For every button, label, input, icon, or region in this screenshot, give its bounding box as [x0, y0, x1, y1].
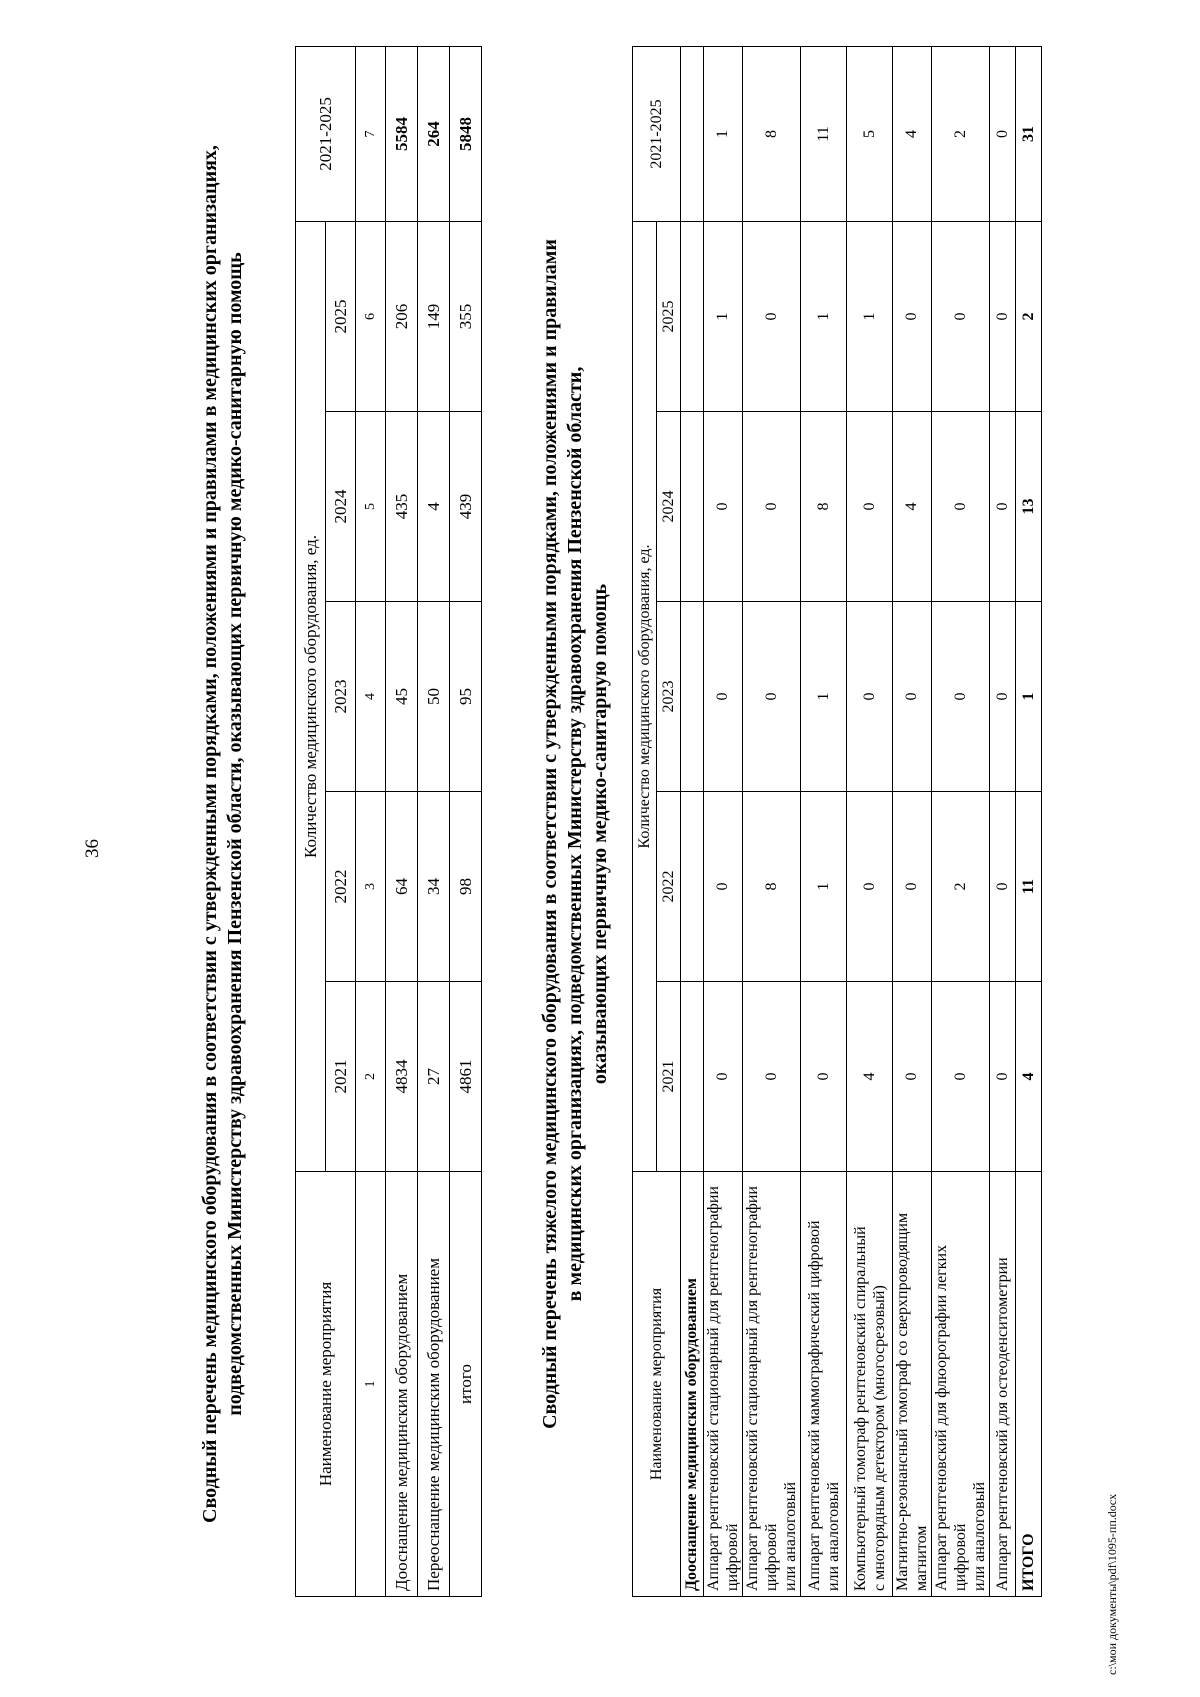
table1-header-quantity: Количество медицинского оборудования, ед.: [296, 221, 326, 1171]
value-cell: 0: [743, 412, 801, 602]
table-row: [386, 46, 418, 1596]
total-cell: 5584: [386, 46, 418, 221]
total-cell: 8: [743, 46, 801, 221]
table1-year: 2024: [326, 412, 356, 602]
table-row: [893, 46, 932, 1596]
value-cell: 0: [990, 602, 1016, 792]
table1-header-name: Наименование мероприятия: [296, 1172, 356, 1597]
row-name: Аппарат рентгеновский маммографический цифровой или аналоговый: [801, 1172, 847, 1597]
section-label: Дооснащение медицинским оборудованием: [681, 1172, 704, 1597]
value-cell: 1: [801, 221, 847, 411]
value-cell: 0: [932, 221, 990, 411]
table2-year: 2023: [657, 602, 681, 792]
footer-file-path: c:\мои документы\pdf\1095-пп.docx: [1105, 1493, 1119, 1675]
value-cell: 1: [801, 602, 847, 792]
row-name: Переоснащение медицинским оборудованием: [418, 1172, 450, 1597]
table-row: [743, 46, 801, 1596]
total-cell: 5848: [450, 46, 482, 221]
table2-title-line1: Сводный перечень тяжелого медицинского оборудования в соответствии с утвержденными порядками, положениями и правилами: [539, 239, 561, 1429]
total-cell: 4: [893, 46, 932, 221]
heavy-equipment-table: [632, 46, 1042, 1597]
table-row: [932, 46, 990, 1596]
value-cell: 1: [1016, 602, 1042, 792]
row-name: Компьютерный томограф рентгеновский спиральный с многорядным детектором (многосрезовый): [847, 1172, 893, 1597]
table1-title-line2: подведомственных Министерству здравоохранения Пензенской области, оказывающих первичную медико-санитарную помощь: [224, 252, 246, 1416]
table-row: [801, 46, 847, 1596]
value-cell: 27: [418, 982, 450, 1172]
value-cell: 0: [893, 982, 932, 1172]
table1-index-cell: 6: [356, 221, 386, 411]
table1-title: [198, 89, 248, 1579]
value-cell: 4: [1016, 982, 1042, 1172]
value-cell: 0: [801, 982, 847, 1172]
table1-index-row: [356, 46, 386, 1596]
value-cell: 149: [418, 221, 450, 411]
row-name: ИТОГО: [1016, 1172, 1042, 1597]
value-cell: 0: [704, 792, 743, 982]
table1-year: 2021: [326, 982, 356, 1172]
total-cell: 264: [418, 46, 450, 221]
value-cell: 0: [743, 221, 801, 411]
table-row: [418, 46, 450, 1596]
value-cell: 95: [450, 602, 482, 792]
table2-year: 2022: [657, 792, 681, 982]
value-cell: 0: [893, 792, 932, 982]
value-cell: 1: [704, 221, 743, 411]
value-cell: 0: [893, 602, 932, 792]
value-cell: 0: [704, 602, 743, 792]
value-cell: 4834: [386, 982, 418, 1172]
table2-header-total: 2021-2025: [633, 46, 681, 221]
value-cell: 45: [386, 602, 418, 792]
row-name: Магнитно-резонансный томограф со сверхпроводящим магнитом: [893, 1172, 932, 1597]
value-cell: 4: [847, 982, 893, 1172]
table2-title: [538, 89, 613, 1579]
table2-year: 2021: [657, 982, 681, 1172]
value-cell: 0: [743, 602, 801, 792]
value-cell: 0: [990, 221, 1016, 411]
value-cell: 206: [386, 221, 418, 411]
value-cell: 64: [386, 792, 418, 982]
total-cell: 31: [1016, 46, 1042, 221]
table1-index-cell: 3: [356, 792, 386, 982]
row-name: Аппарат рентгеновский стационарный для рентгенографии цифровой: [704, 1172, 743, 1597]
table1-year: 2023: [326, 602, 356, 792]
equipment-summary-table: [295, 46, 482, 1597]
table2-year: 2025: [657, 221, 681, 411]
table1-index-cell: 7: [356, 46, 386, 221]
value-cell: 0: [932, 412, 990, 602]
table2-year: 2024: [657, 412, 681, 602]
value-cell: 439: [450, 412, 482, 602]
value-cell: 355: [450, 221, 482, 411]
value-cell: 0: [704, 412, 743, 602]
value-cell: 1: [847, 221, 893, 411]
section-row: [681, 46, 704, 1596]
value-cell: 13: [1016, 412, 1042, 602]
value-cell: 0: [704, 982, 743, 1172]
table1-index-cell: 4: [356, 602, 386, 792]
value-cell: 0: [893, 221, 932, 411]
row-name: Аппарат рентгеновский для остеоденситометрии: [990, 1172, 1016, 1597]
value-cell: 4: [893, 412, 932, 602]
row-name: Дооснащение медицинским оборудованием: [386, 1172, 418, 1597]
value-cell: 0: [990, 792, 1016, 982]
table2-title-line2: в медицинских организациях, подведомственных Министерству здравоохранения Пензенской области,: [564, 366, 586, 1302]
table1-index-cell: 1: [356, 1172, 386, 1597]
value-cell: 0: [932, 982, 990, 1172]
value-cell: 1: [801, 792, 847, 982]
table-row: [704, 46, 743, 1596]
table2-title-line3: оказывающих первичную медико-санитарную помощь: [589, 583, 611, 1085]
value-cell: 34: [418, 792, 450, 982]
value-cell: 0: [932, 602, 990, 792]
table1-index-cell: 2: [356, 982, 386, 1172]
value-cell: 8: [743, 792, 801, 982]
value-cell: 0: [743, 982, 801, 1172]
total-cell: 1: [704, 46, 743, 221]
table-row: [847, 46, 893, 1596]
value-cell: 98: [450, 792, 482, 982]
table2-header-name: Наименование мероприятия: [633, 1172, 681, 1597]
total-cell: 2: [932, 46, 990, 221]
table1-index-cell: 5: [356, 412, 386, 602]
total-row: [1016, 46, 1042, 1596]
value-cell: 0: [847, 602, 893, 792]
value-cell: 11: [1016, 792, 1042, 982]
row-name: итого: [450, 1172, 482, 1597]
value-cell: 8: [801, 412, 847, 602]
value-cell: 50: [418, 602, 450, 792]
value-cell: 0: [847, 792, 893, 982]
total-cell: 0: [990, 46, 1016, 221]
value-cell: 0: [990, 412, 1016, 602]
value-cell: 435: [386, 412, 418, 602]
table-row: [450, 46, 482, 1596]
page-number: 36: [82, 839, 103, 858]
value-cell: 4861: [450, 982, 482, 1172]
total-cell: 11: [801, 46, 847, 221]
table1-year: 2022: [326, 792, 356, 982]
total-cell: 5: [847, 46, 893, 221]
value-cell: 0: [990, 982, 1016, 1172]
table2-header-quantity: Количество медицинского оборудования, ед.: [633, 221, 657, 1171]
value-cell: 2: [932, 792, 990, 982]
table1-title-line1: Сводный перечень медицинского оборудования в соответствии с утвержденными порядками, положениями и правилами в медицинских организациях,: [199, 145, 221, 1523]
table1-header-total: 2021-2025: [296, 46, 356, 221]
row-name: Аппарат рентгеновский стационарный для рентгенографии цифровой или аналоговый: [743, 1172, 801, 1597]
table-row: [990, 46, 1016, 1596]
value-cell: 4: [418, 412, 450, 602]
row-name: Аппарат рентгеновский для флюорографии легких цифровой или аналоговый: [932, 1172, 990, 1597]
table1-year: 2025: [326, 221, 356, 411]
value-cell: 2: [1016, 221, 1042, 411]
value-cell: 0: [847, 412, 893, 602]
